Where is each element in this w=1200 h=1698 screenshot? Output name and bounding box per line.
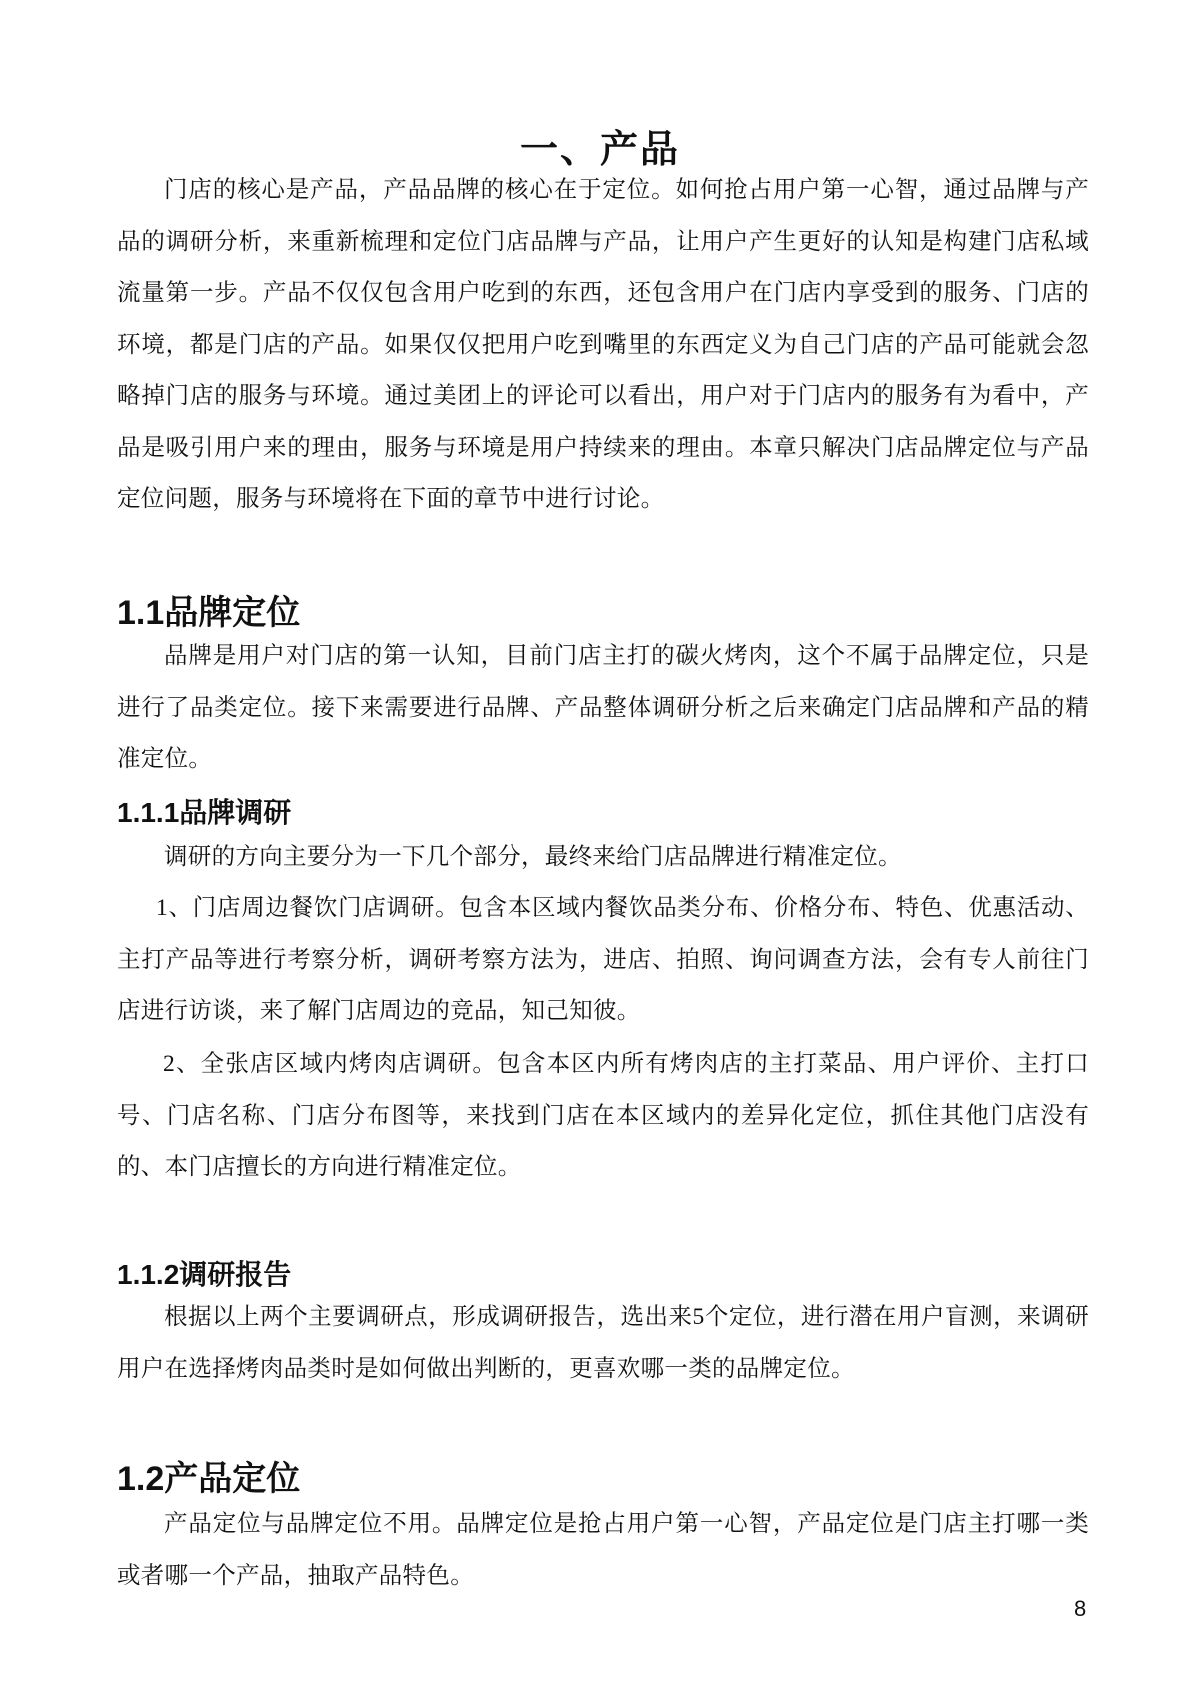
section-1-1-paragraph: 品牌是用户对门店的第一认知，目前门店主打的碳火烤肉，这个不属于品牌定位，只是进行了品类定位。接下来需要进行品牌、产品整体调研分析之后来确定门店品牌和产品的精准定位。 — [117, 643, 1089, 772]
section-1-1-2-paragraph: 根据以上两个主要调研点，形成调研报告，选出来5个定位，进行潜在用户盲测，来调研用户在选择烤肉品类时是如何做出判断的，更喜欢哪一类的品牌定位。 — [117, 1304, 1089, 1382]
section-heading-1-2: 1.2产品定位 — [117, 1460, 301, 1498]
section-heading-1-1-2: 1.1.2调研报告 — [117, 1259, 292, 1290]
research-item-2: 2、全张店区域内烤肉店调研。包含本区内所有烤肉店的主打菜品、用户评价、主打口号、门店名称、门店分布图等，来找到门店在本区域内的差异化定位，抓住其他门店没有的、本门店擅长的方向进行精准定位。 — [117, 1051, 1089, 1180]
chapter-title: 一、产品 — [519, 129, 680, 171]
research-item-1: 1、门店周边餐饮门店调研。包含本区域内餐饮品类分布、价格分布、特色、优惠活动、主打产品等进行考察分析，调研考察方法为，进店、拍照、询问调查方法，会有专人前往门店进行访谈，来了解门店周边的竞品，知己知彼。 — [117, 895, 1089, 1024]
section-1-2-paragraph: 产品定位与品牌定位不用。品牌定位是抢占用户第一心智，产品定位是门店主打哪一类或者哪一个产品，抽取产品特色。 — [117, 1511, 1089, 1589]
intro-paragraph: 门店的核心是产品，产品品牌的核心在于定位。如何抢占用户第一心智，通过品牌与产品的调研分析，来重新梳理和定位门店品牌与产品，让用户产生更好的认知是构建门店私域流量第一步。产品不仅仅包含用户吃到的东西，还包含用户在门店内享受到的服务、门店的环境，都是门店的产品。如果仅仅把用户吃到嘴里的东西定义为自己门店的产品可能就会忽略掉门店的服务与环境。通过美团上的评论可以看出，用户对于门店内的服务有为看中，产品是吸引用户来的理由，服务与环境是用户持续来的理由。本章只解决门店品牌定位与产品定位问题，服务与环境将在下面的章节中进行讨论。 — [117, 177, 1089, 512]
page-number: 8 — [1074, 1596, 1087, 1621]
section-heading-1-1-1: 1.1.1品牌调研 — [117, 797, 292, 828]
section-heading-1-1: 1.1品牌定位 — [117, 594, 301, 632]
section-1-1-1-paragraph: 调研的方向主要分为一下几个部分，最终来给门店品牌进行精准定位。 — [164, 844, 902, 870]
